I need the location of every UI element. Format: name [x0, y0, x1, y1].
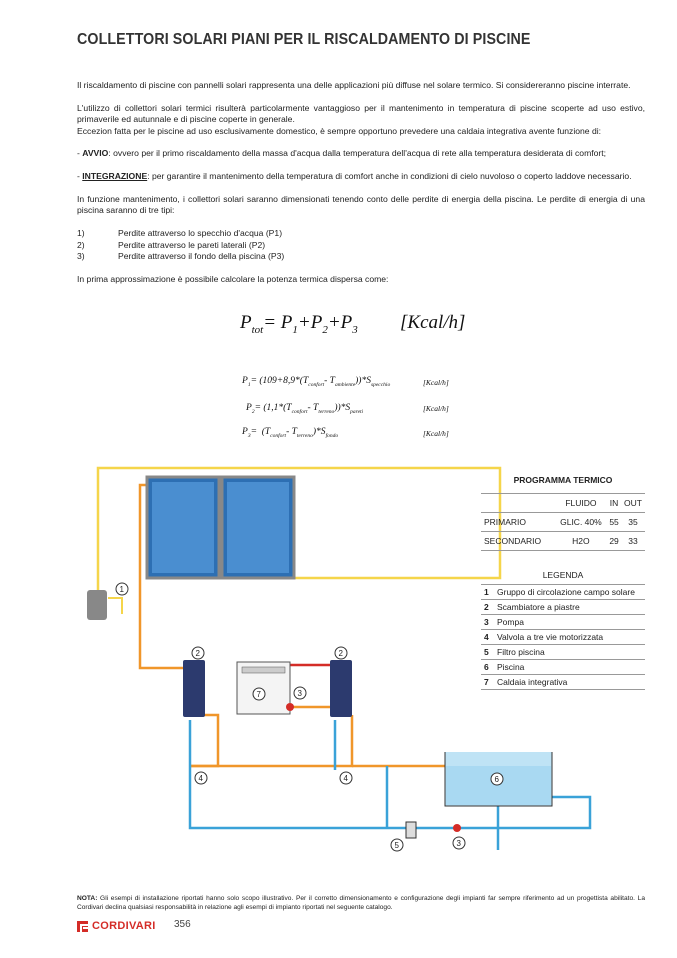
table-title: PROGRAMMA TERMICO: [481, 471, 645, 494]
header-cell: [481, 494, 555, 513]
legend-number: 5: [481, 645, 497, 660]
legend-text: Pompa: [497, 615, 645, 630]
list-text: Perdite attraverso il fondo della piscina (P3): [118, 251, 285, 262]
list-text: Perdite attraverso lo specchio d'acqua (P1): [118, 228, 283, 239]
avvio-label: AVVIO: [82, 148, 109, 159]
legend-number: 6: [481, 660, 497, 675]
diagram-callouts: [116, 583, 503, 851]
legend-text: Filtro piscina: [497, 645, 645, 660]
legend-text: Gruppo di circolazione campo solare: [497, 585, 645, 600]
legend-title: LEGENDA: [481, 566, 645, 585]
text: : per garantire il mantenimento della temperatura di comfort anche in condizioni di cielo nuvoloso o coperto laddove necessario.: [147, 171, 632, 182]
cell: GLIC. 40%: [555, 513, 607, 532]
legend-number: 7: [481, 675, 497, 690]
filter: [406, 822, 416, 838]
page-number: 356: [174, 919, 191, 930]
legend-row: [481, 600, 645, 615]
cell: 35: [621, 513, 645, 532]
formula-p3: $P_3= (T_{confort}-$ $T_{terreno})*S_{fondo}$: [242, 427, 339, 439]
formula-p1: $P_1= (109+8,9*(T_{confort}-$ $T_{ambiente}))*S_{specchio}$: [242, 376, 391, 388]
callout: 4: [198, 774, 203, 783]
circulation-group: [87, 590, 107, 620]
primary-pipe: [190, 715, 218, 766]
formula-main: $P_{tot}= P_1+P_2+P_3$: [240, 312, 358, 336]
heat-exchanger: [330, 660, 352, 717]
legend-text: Scambiatore a piastre: [497, 600, 645, 615]
callout: 6: [494, 775, 499, 784]
paragraph: Il riscaldamento di piscine con pannelli solari rappresenta una delle applicazioni più diffuse nel solare termico. Si considereranno piscine interrate.: [77, 80, 631, 90]
solar-pipe: [108, 598, 122, 614]
legend-text: Piscina: [497, 660, 645, 675]
callout: 3: [456, 839, 461, 848]
legend-row: [481, 675, 645, 690]
pump: [286, 703, 294, 711]
callout: 5: [394, 841, 399, 850]
cell: SECONDARIO: [481, 532, 555, 551]
solar-collector: [147, 477, 294, 578]
paragraph: In funzione mantenimento, i collettori solari saranno dimensionati tenendo conto delle perdite di energia della piscina. Le perdite di energia di una piscina saranno di tre tipi:: [77, 194, 645, 216]
header-cell: IN: [607, 494, 621, 513]
text: : ovvero per il primo riscaldamento della massa d'acqua dalla temperatura dell'acqua di rete alla temperatura desiderata di comfort;: [108, 148, 607, 159]
formula-p2-unit: [Kcal/h]: [423, 404, 449, 413]
cell: 55: [607, 513, 621, 532]
list-number: 3): [77, 251, 85, 262]
paragraph: In prima approssimazione è possibile calcolare la potenza termica dispersa come:: [77, 273, 389, 284]
legenda-table: [481, 566, 645, 690]
cell: PRIMARIO: [481, 513, 555, 532]
formula-unit: [Kcal/h]: [400, 312, 466, 333]
legend-text: Valvola a tre vie motorizzata: [497, 630, 645, 645]
pump: [453, 824, 461, 832]
programma-termico-table: [481, 471, 645, 551]
paragraph-integrazione: - INTEGRAZIONE: per garantire il mantenimento della temperatura di comfort anche in condizioni di cielo nuvoloso o coperto laddove necessario.: [77, 171, 632, 182]
disclaimer-note: [77, 895, 645, 912]
list-number: 2): [77, 239, 85, 250]
legend-row: [481, 660, 645, 675]
header-cell: FLUIDO: [555, 494, 607, 513]
text: Eccezion fatta per le piscine ad uso esclusivamente domestico, è sempre opportuno prevedere una caldaia integrativa avente funzione di:: [77, 125, 602, 136]
cordivari-logo-icon: [77, 921, 88, 932]
note-text: Gli esempi di installazione riportati hanno solo scopo illustrativo. Per il corretto dimensionamento e configurazione degli impianti far sempre riferimento ad un progettista abilitato. La Cordivari declina qualsiasi responsabilità in relazione agli esempi di impianto riportati nel seguente catalogo.: [77, 895, 645, 911]
heat-exchanger: [183, 660, 205, 717]
list-number: 1): [77, 228, 85, 239]
brand-logo: [77, 920, 156, 932]
page-title: COLLETTORI SOLARI PIANI PER IL RISCALDAMENTO DI PISCINE: [77, 31, 531, 48]
legend-number: 2: [481, 600, 497, 615]
primary-pipe: [190, 715, 352, 766]
formula-p3-unit: [Kcal/h]: [423, 429, 449, 438]
legend-row: [481, 585, 645, 600]
legend-text: Caldaia integrativa: [497, 675, 645, 690]
note-label: NOTA:: [77, 895, 98, 902]
legend-row: [481, 645, 645, 660]
table-row: [481, 513, 645, 532]
paragraph-avvio: - AVVIO: ovvero per il primo riscaldamento della massa d'acqua dalla temperatura dell'acqua di rete alla temperatura desiderata di comfort;: [77, 148, 607, 159]
callout: 4: [343, 774, 348, 783]
integrazione-label: INTEGRAZIONE: [82, 171, 148, 182]
text: L'utilizzo di collettori solari termici risulterà particolarmente vantaggioso per il mantenimento in temperatura di piscine scoperte ad uso estivo, primaverile ed autunnale e di piscine coperte in generale.: [77, 102, 645, 125]
callout: 7: [256, 690, 261, 699]
table-row: [481, 532, 645, 551]
brand-name: CORDIVARI: [92, 920, 156, 932]
legend-number: 4: [481, 630, 497, 645]
legend-number: 3: [481, 615, 497, 630]
cell: H2O: [555, 532, 607, 551]
legend-number: 1: [481, 585, 497, 600]
header-cell: OUT: [621, 494, 645, 513]
callout: 2: [195, 649, 200, 658]
cell: 33: [621, 532, 645, 551]
callout: 2: [338, 649, 343, 658]
formula-p2: $P_2= (1,1*(T_{confort}-$ $T_{terreno}))*S_{pareti}$: [246, 403, 364, 415]
formula-p1-unit: [Kcal/h]: [423, 378, 449, 387]
callout: 1: [119, 585, 124, 594]
legend-row: [481, 630, 645, 645]
list-text: Perdite attraverso le pareti laterali (P2): [118, 239, 266, 250]
cell: 29: [607, 532, 621, 551]
legend-row: [481, 615, 645, 630]
table-header: [481, 494, 645, 513]
callout: 3: [297, 689, 302, 698]
